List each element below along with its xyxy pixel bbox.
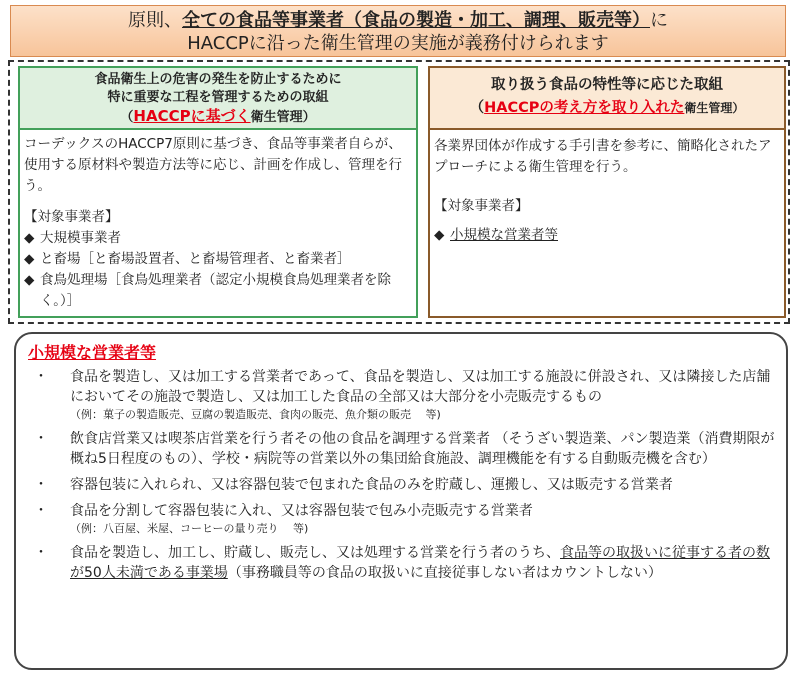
- left-target-item: ◆ と畜場［と畜場設置者、と畜場管理者、と畜業者］: [24, 249, 412, 270]
- left-panel-body: [18, 130, 418, 318]
- left-heading-line2: 特に重要な工程を管理するための取組: [107, 90, 329, 105]
- left-heading-line3: [20, 107, 416, 127]
- list-item-text: 食品を分割して容器包装に入れ、又は容器包装で包み小売販売する営業者: [70, 503, 533, 519]
- small-business-panel: [14, 332, 788, 670]
- header-line2: HACCPに沿った衛生管理の実施が義務付けられます: [187, 33, 609, 54]
- header-line1-suffix: に: [650, 10, 668, 31]
- bullet: ・: [34, 503, 48, 519]
- right-target-item: [434, 225, 780, 246]
- header-line1: [11, 9, 785, 32]
- right-heading-red: HACCPの考え方を取り入れた: [484, 100, 685, 116]
- left-target-item: ◆ 食鳥処理場［食鳥処理業者（認定小規模食鳥処理業者を除く。）］: [24, 270, 412, 312]
- bullet: ・: [34, 477, 48, 493]
- right-heading-rest: 衛生管理）: [684, 101, 745, 115]
- header-line1-prefix: 原則、: [128, 10, 182, 31]
- right-description: 各業界団体が作成する手引書を参考に、簡略化されたアプローチによる衛生管理を行う。: [434, 138, 772, 175]
- left-description: コーデックスのHACCP7原則に基づき、食品等事業者自らが、使用する原材料や製造方法等に応じ、計画を作成し、管理を行う。: [24, 136, 402, 194]
- bullet: ・: [34, 369, 48, 385]
- list-item-text: 食品を製造し、加工し、貯蔵し、販売し、又は処理する営業を行う者のうち、: [70, 545, 560, 561]
- left-heading-red: HACCPに基づく: [133, 107, 251, 125]
- small-business-title: 小規模な営業者等: [28, 343, 157, 362]
- left-heading-line1: 食品衛生上の危害の発生を防止するために: [94, 72, 342, 87]
- right-target-item-text: 小規模な営業者等: [450, 227, 558, 243]
- right-target-label: 【対象事業者】: [434, 198, 529, 214]
- list-item: [28, 475, 776, 495]
- list-item-text: 飲食店営業又は喫茶店営業を行う者その他の食品を調理する営業者 （そうざい製造業、パン製造業（消費期限が概ね5日程度のもの）、学校・病院等の営業以外の集団給食施設、調理機能を有する自動販売機を含む）: [70, 431, 775, 467]
- header-banner: [10, 5, 786, 57]
- right-panel-body: [428, 130, 786, 318]
- left-panel-heading: [18, 66, 418, 130]
- list-item: [28, 501, 776, 537]
- right-heading-open-paren: （: [469, 100, 485, 116]
- list-item-underlined: 食品等の取扱いに従事する者の数が50人未満である事業場: [70, 545, 770, 581]
- bullet: ・: [34, 431, 48, 447]
- left-heading-open-paren: （: [120, 110, 134, 125]
- left-target-label: 【対象事業者】: [24, 209, 119, 225]
- right-panel-heading: [428, 66, 786, 130]
- left-target-item: ◆ 大規模事業者: [24, 228, 412, 249]
- list-item-text: 食品を製造し、又は加工する営業者であって、食品を製造し、又は加工する施設に併設され、又は隣接した店舗においてその施設で製造し、又は加工した食品の全部又は大部分を小売販売するもの: [70, 369, 771, 405]
- list-item-text: 容器包装に入れられ、又は容器包装で包まれた食品のみを貯蔵し、運搬し、又は販売する営業者: [70, 477, 673, 493]
- list-item: [28, 429, 776, 469]
- header-highlight: 全ての食品等事業者（食品の製造・加工、調理、販売等）: [182, 10, 650, 31]
- bullet: ・: [34, 545, 48, 561]
- list-item: [28, 543, 776, 583]
- right-heading-line1: 取り扱う食品の特性等に応じた取組: [491, 77, 723, 93]
- left-heading-rest: 衛生管理）: [250, 110, 316, 125]
- list-item-note: （事務職員等の食品の取扱いに直接従事しない者はカウントしない）: [227, 565, 662, 581]
- list-item-example: （例：八百屋、米屋、コーヒーの量り売り 等): [70, 522, 309, 535]
- list-item: [28, 367, 776, 423]
- right-heading-line2: [430, 97, 784, 120]
- list-item-example: （例：菓子の製造販売、豆腐の製造販売、食肉の販売、魚介類の販売 等): [70, 408, 441, 421]
